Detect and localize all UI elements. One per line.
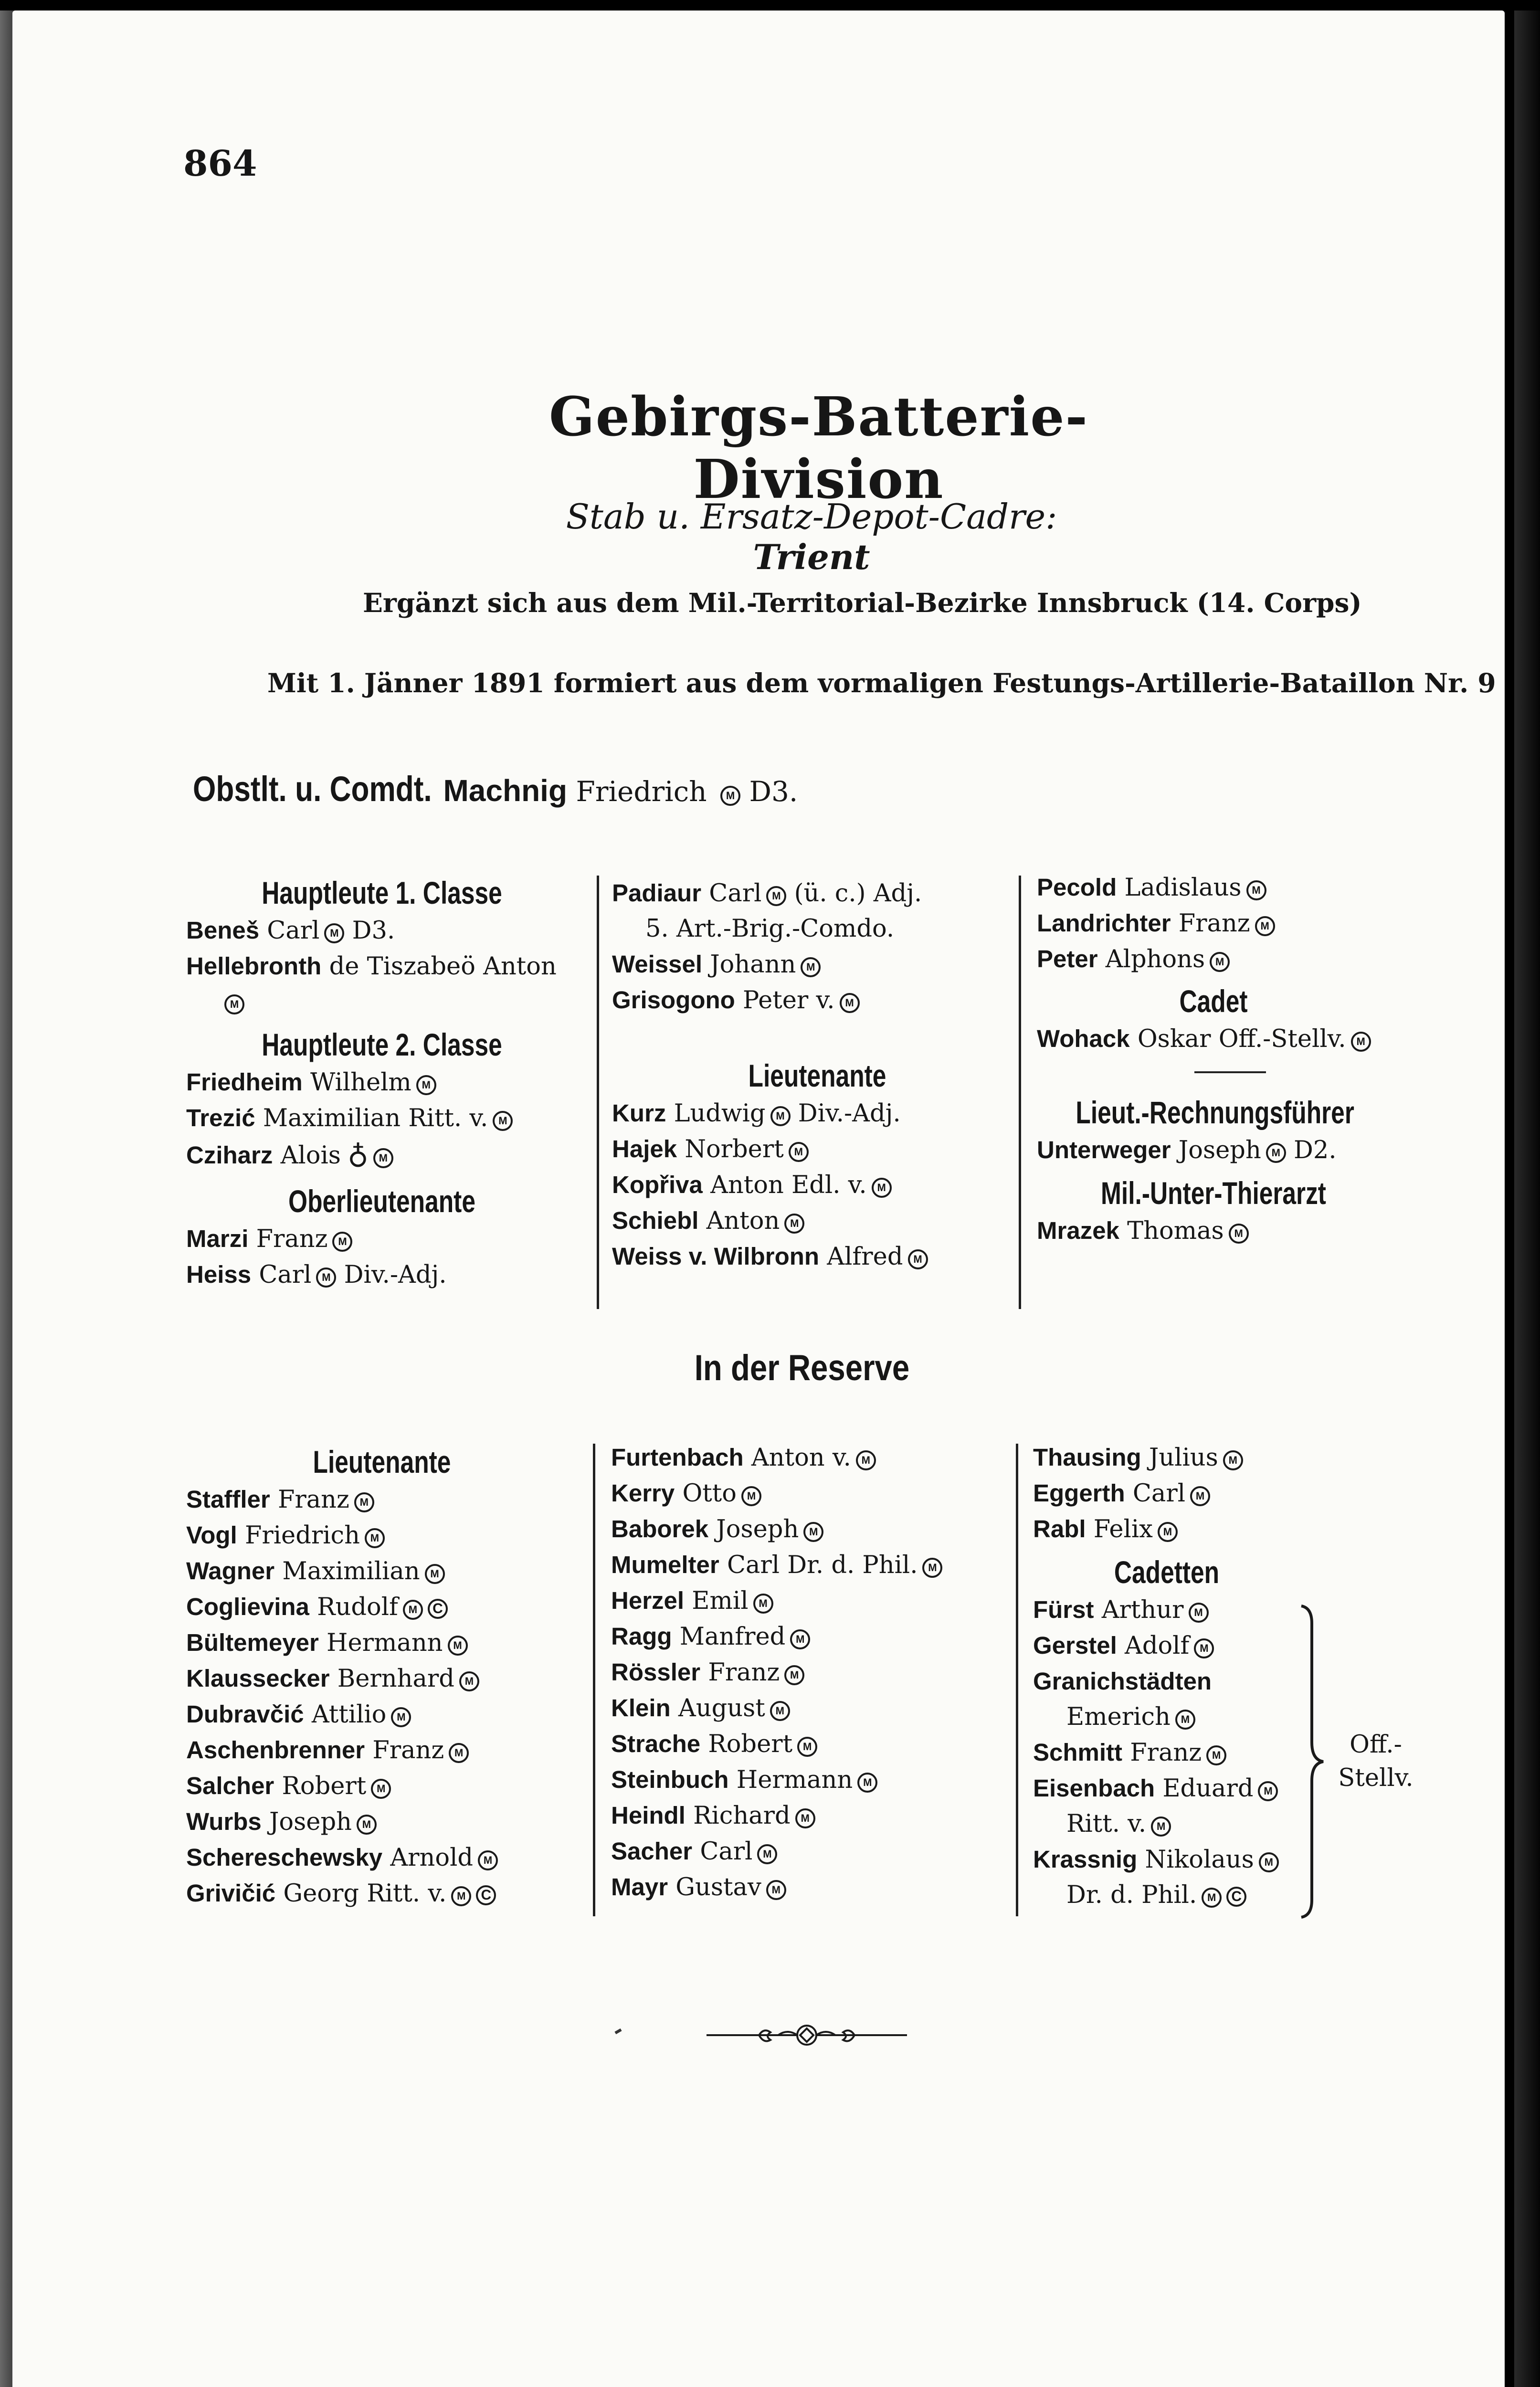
entry-surname: Unterweger — [1037, 1136, 1171, 1163]
commander-given: Friedrich — [576, 775, 707, 808]
entry-given-name: Carl — [267, 917, 320, 945]
military-merit-icon: M — [784, 1214, 804, 1234]
active-column-2 — [612, 876, 1023, 1275]
military-merit-icon: M — [1223, 1450, 1243, 1470]
entry-given-name: Richard — [693, 1802, 791, 1830]
entry-surname: Marzi — [186, 1225, 249, 1252]
list-item — [186, 1136, 578, 1173]
reserve-column-2 — [611, 1440, 1012, 1905]
entry-given-name: Franz — [277, 1486, 349, 1514]
list-col2-lt — [612, 1096, 1023, 1275]
entry-given-name: Alfred — [827, 1243, 903, 1271]
subtitle-place: Trient — [753, 537, 870, 577]
entry-given-name: Otto — [682, 1479, 737, 1508]
military-merit-icon: M — [1202, 1888, 1222, 1908]
military-merit-icon: M — [784, 1665, 804, 1685]
entry-surname: Dubravčić — [186, 1700, 304, 1728]
entry-surname: Grisogono — [612, 986, 735, 1014]
military-merit-icon: M — [795, 1808, 815, 1828]
entry-surname: Eisenbach — [1033, 1774, 1155, 1802]
list-item — [186, 1804, 578, 1840]
military-merit-icon: M — [872, 1178, 892, 1198]
entry-given-name: Bernhard — [337, 1665, 454, 1693]
list-item — [1033, 1511, 1300, 1547]
military-merit-icon: M — [857, 1773, 877, 1793]
list-item — [186, 1257, 578, 1293]
entry-given-name: Felix — [1093, 1515, 1153, 1543]
military-merit-icon: M — [332, 1232, 352, 1252]
entry-given-name: Franz — [1178, 909, 1250, 938]
list-item — [611, 1511, 1012, 1547]
list-reserve-2 — [611, 1440, 1012, 1905]
list-item — [186, 1482, 578, 1518]
military-merit-icon: M — [757, 1844, 777, 1864]
list-item — [612, 1131, 1023, 1167]
entry-surname: Fürst — [1033, 1596, 1094, 1623]
list-item — [611, 1869, 1012, 1905]
military-merit-icon: M — [478, 1850, 498, 1870]
brace-label-line: Off.- — [1350, 1731, 1402, 1759]
entry-surname: Klein — [611, 1694, 671, 1722]
entry-surname: Schiebl — [612, 1207, 699, 1234]
column-divider — [593, 1444, 595, 1916]
military-merit-icon: M — [770, 1701, 790, 1721]
entry-surname: Heindl — [611, 1802, 686, 1829]
entry-given-name: Manfred — [679, 1623, 786, 1651]
entry-given-name: Friedrich — [244, 1521, 360, 1550]
section-heading: Lieutenante — [748, 1058, 886, 1093]
list-item — [611, 1834, 1012, 1869]
military-merit-icon: M — [354, 1492, 374, 1512]
entry-given-name: Johann — [710, 951, 796, 979]
list-col3-rf — [1037, 1132, 1390, 1168]
formation-note: Mit 1. Jänner 1891 formiert aus dem vormaligen Festungs-Artillerie-Bataillon Nr. 9 — [267, 667, 1496, 698]
entry-given-name: Eduard — [1162, 1774, 1254, 1803]
entry-given-name: Ladislaus — [1124, 874, 1242, 902]
list-item — [186, 1661, 578, 1697]
entry-surname: Mrazek — [1037, 1217, 1119, 1244]
entry-surname: Wagner — [186, 1557, 275, 1584]
military-merit-icon: M — [908, 1249, 928, 1269]
list-item — [611, 1762, 1012, 1798]
military-merit-icon: M — [1246, 880, 1266, 900]
entry-surname: Kerry — [611, 1479, 675, 1507]
list-item — [1033, 1842, 1300, 1878]
entry-surname: Thausing — [1033, 1444, 1141, 1471]
entry-given-name: Carl — [1132, 1479, 1186, 1508]
list-item — [186, 913, 578, 949]
section-heading: Lieutenante — [313, 1444, 451, 1479]
list-item — [1033, 1476, 1300, 1511]
commander-line — [193, 769, 798, 809]
page-number: 864 — [183, 143, 257, 184]
section-heading: Hauptleute 2. Classe — [262, 1027, 502, 1062]
list-item — [612, 1203, 1023, 1239]
list-item — [1037, 1132, 1390, 1168]
list-h2 — [186, 1065, 578, 1173]
military-merit-icon: M — [720, 786, 740, 806]
military-merit-icon: M — [1206, 1745, 1226, 1765]
entry-surname: Grivičić — [186, 1880, 276, 1907]
entry-given-name: Anton v. — [751, 1444, 851, 1472]
entry-given-name: Wilhelm — [310, 1068, 411, 1097]
military-merit-icon: M — [1259, 1852, 1279, 1872]
military-merit-icon: M — [493, 1111, 513, 1131]
list-cadets — [1033, 1592, 1300, 1913]
separator-dash — [1194, 1071, 1266, 1073]
section-heading: Cadetten — [1114, 1554, 1220, 1590]
list-item — [1037, 870, 1390, 906]
list-reserve-1 — [186, 1482, 578, 1912]
entry-given-name: Maximilian Ritt. v. — [263, 1104, 488, 1132]
entry-given-name: Gustav — [675, 1873, 761, 1901]
military-merit-icon: M — [425, 1564, 445, 1584]
list-item — [612, 1239, 1023, 1275]
entry-surname: Mayr — [611, 1873, 668, 1901]
entry-continuation: Emerich — [1066, 1703, 1171, 1731]
entry-given-name: Emil — [692, 1587, 749, 1615]
subtitle — [506, 496, 1117, 577]
military-merit-icon: M — [416, 1075, 436, 1095]
entry-surname: Friedheim — [186, 1068, 303, 1096]
subtitle-prefix: Stab u. Ersatz-Depot-Cadre: — [566, 496, 1057, 537]
active-column-3 — [1037, 870, 1390, 1249]
territorial-note: Ergänzt sich aus dem Mil.-Territorial-Bezirke Innsbruck (14. Corps) — [363, 587, 1362, 618]
list-item — [611, 1690, 1012, 1726]
list-item — [1037, 1213, 1390, 1249]
military-merit-icon: M — [224, 994, 244, 1014]
entry-surname: Wurbs — [186, 1808, 262, 1835]
entry-given-name: Joseph — [716, 1515, 799, 1543]
military-merit-icon: M — [1151, 1817, 1171, 1837]
entry-surname: Ragg — [611, 1623, 672, 1650]
entry-given-name: Ludwig — [674, 1099, 766, 1128]
curly-brace — [1297, 1604, 1326, 1919]
military-merit-icon: M — [922, 1558, 942, 1578]
military-merit-icon: M — [1351, 1032, 1371, 1052]
list-item — [186, 1732, 578, 1768]
entry-given-name: Arnold — [390, 1844, 474, 1872]
entry-given-name: Adolf — [1124, 1632, 1190, 1660]
list-item — [1033, 1735, 1300, 1771]
active-column-1 — [186, 873, 578, 1293]
entry-given-name: Franz — [256, 1225, 328, 1253]
list-item — [1037, 906, 1390, 941]
entry-surname: Eggerth — [1033, 1479, 1125, 1507]
list-h1 — [186, 913, 578, 1020]
list-item — [186, 1625, 578, 1661]
entry-surname: Weiss v. Wilbronn — [612, 1243, 820, 1270]
military-merit-icon: M — [403, 1600, 423, 1620]
list-item — [612, 1167, 1023, 1203]
entry-given-name: Maximilian — [282, 1557, 420, 1585]
military-merit-icon: M — [790, 1629, 810, 1649]
list-item — [1037, 941, 1390, 977]
entry-given-name: Arthur — [1101, 1596, 1184, 1624]
cross-mark-icon: C — [476, 1885, 496, 1905]
list-col3 — [1037, 870, 1390, 977]
military-merit-icon: M — [448, 1636, 468, 1656]
entry-given-name: Nikolaus — [1145, 1846, 1254, 1874]
commander-rank: Obstlt. u. Comdt. — [193, 769, 432, 809]
list-item — [612, 947, 1023, 982]
list-item — [612, 982, 1023, 1018]
list-item — [611, 1655, 1012, 1690]
entry-given-name: Rudolf — [317, 1593, 398, 1621]
military-merit-icon: M — [1255, 916, 1275, 936]
list-item — [186, 1589, 578, 1625]
list-item — [611, 1476, 1012, 1511]
list-item — [611, 1547, 1012, 1583]
section-heading: Oberlieutenante — [288, 1183, 475, 1219]
list-item — [1033, 1628, 1300, 1664]
entry-surname: Schmitt — [1033, 1739, 1123, 1766]
brace-label — [1328, 1728, 1424, 1795]
column-divider — [1019, 876, 1021, 1309]
list-col2 — [612, 876, 1023, 1018]
military-merit-icon: M — [770, 1106, 791, 1126]
ink-speck — [614, 2028, 622, 2034]
list-item — [1033, 1771, 1300, 1806]
entry-surname: Gerstel — [1033, 1632, 1117, 1659]
entry-surname: Hajek — [612, 1135, 677, 1162]
entry-given-name: de Tiszabeö Anton — [329, 952, 557, 981]
list-col3-cadet — [1037, 1021, 1390, 1057]
ornament-divider — [707, 2018, 907, 2052]
military-merit-icon: M — [1175, 1710, 1195, 1730]
entry-given-name: Attilio — [311, 1700, 387, 1729]
military-merit-icon: M — [803, 1522, 823, 1542]
list-item — [186, 1553, 578, 1589]
military-merit-icon: M — [766, 886, 786, 906]
military-merit-icon: M — [1190, 1486, 1210, 1506]
entry-surname: Pecold — [1037, 874, 1117, 901]
entry-given-name: Thomas — [1127, 1217, 1224, 1245]
list-item — [612, 1096, 1023, 1131]
military-merit-icon: M — [391, 1707, 411, 1727]
military-merit-icon: M — [371, 1779, 391, 1799]
entry-given-name: Hermann — [327, 1629, 443, 1657]
list-item — [186, 949, 578, 984]
entry-given-name: Carl Dr. d. Phil. — [727, 1551, 918, 1579]
column-divider — [597, 876, 599, 1309]
column-divider — [1016, 1444, 1018, 1916]
entry-surname: Kopřiva — [612, 1171, 703, 1198]
reserve-heading: In der Reserve — [694, 1348, 910, 1388]
entry-surname: Herzel — [611, 1587, 685, 1614]
entry-given-name: Joseph — [1178, 1136, 1261, 1164]
list-item — [1033, 1700, 1300, 1735]
entry-continuation: 5. Art.-Brig.-Comdo. — [645, 915, 895, 943]
entry-surname: Aschenbrenner — [186, 1736, 365, 1764]
military-merit-icon: M — [1189, 1603, 1209, 1623]
section-heading: Cadet — [1179, 983, 1248, 1019]
list-item — [1033, 1664, 1300, 1700]
list-reserve-3 — [1033, 1440, 1300, 1547]
cross-mark-icon: C — [428, 1599, 448, 1619]
entry-surname: Weissel — [612, 951, 703, 978]
list-item — [186, 1840, 578, 1876]
entry-given-name: Oskar Off.-Stellv. — [1137, 1025, 1346, 1053]
entry-given-name: Norbert — [685, 1135, 784, 1163]
list-item — [612, 876, 1023, 911]
military-merit-icon: M — [1210, 952, 1230, 972]
section-heading: Hauptleute 1. Classe — [262, 875, 502, 910]
list-item — [611, 1583, 1012, 1619]
military-merit-icon: M — [840, 993, 860, 1013]
entry-suffix: (ü. c.) Adj. — [794, 879, 922, 908]
military-merit-icon: M — [801, 957, 821, 977]
entry-given-name: Joseph — [269, 1808, 352, 1836]
entry-suffix: Div.-Adj. — [344, 1261, 447, 1289]
list-item — [611, 1726, 1012, 1762]
list-col3-vet — [1037, 1213, 1390, 1249]
decoration-cross-icon: ♁ — [347, 1137, 369, 1171]
entry-surname: Vogl — [186, 1521, 237, 1549]
entry-continuation — [186, 984, 578, 1020]
entry-surname: Salcher — [186, 1772, 274, 1799]
entry-given-name: Anton Edl. v. — [710, 1171, 867, 1199]
entry-given-name: Carl — [259, 1261, 312, 1289]
military-merit-icon: M — [1266, 1143, 1286, 1163]
entry-continuation: Ritt. v. — [1066, 1810, 1147, 1838]
entry-surname: Klaussecker — [186, 1665, 330, 1692]
military-merit-icon: M — [856, 1450, 876, 1470]
entry-suffix: D3. — [352, 917, 395, 945]
entry-surname: Granichstädten — [1033, 1668, 1212, 1695]
military-merit-icon: M — [797, 1737, 817, 1757]
entry-surname: Coglievina — [186, 1593, 309, 1620]
military-merit-icon: M — [753, 1594, 773, 1614]
reserve-column-1 — [186, 1442, 578, 1912]
page-title: Gebirgs-Batterie-Division — [549, 386, 1088, 511]
entry-given-name: Franz — [708, 1658, 780, 1687]
military-merit-icon: M — [449, 1743, 469, 1763]
list-item — [186, 1876, 578, 1912]
entry-given-name: Robert — [282, 1772, 367, 1800]
military-merit-icon: M — [1258, 1781, 1278, 1801]
entry-surname: Steinbuch — [611, 1766, 729, 1793]
list-item — [1033, 1440, 1300, 1476]
entry-given-name: Georg Ritt. v. — [283, 1880, 447, 1908]
entry-surname: Bültemeyer — [186, 1629, 319, 1656]
military-merit-icon: M — [316, 1267, 336, 1288]
entry-surname: Heiss — [186, 1261, 252, 1288]
entry-given-name: Alphons — [1105, 945, 1205, 973]
entry-surname: Furtenbach — [611, 1444, 744, 1471]
list-item — [186, 1065, 578, 1100]
entry-given-name: Peter v. — [743, 986, 835, 1014]
entry-surname: Sacher — [611, 1838, 693, 1865]
military-merit-icon: M — [459, 1671, 479, 1691]
military-merit-icon: M — [741, 1486, 761, 1506]
entry-surname: Landrichter — [1037, 909, 1171, 937]
entry-surname: Krassnig — [1033, 1846, 1138, 1873]
entry-surname: Padiaur — [612, 879, 702, 907]
reserve-column-3 — [1033, 1440, 1300, 1913]
list-item — [611, 1440, 1012, 1476]
entry-given-name: Anton — [706, 1207, 780, 1235]
military-merit-icon: M — [451, 1886, 471, 1906]
list-item — [1033, 1878, 1300, 1913]
entry-surname: Kurz — [612, 1099, 666, 1127]
entry-surname: Trezić — [186, 1104, 255, 1131]
military-merit-icon: M — [324, 923, 344, 943]
military-merit-icon: M — [357, 1815, 377, 1835]
entry-surname: Beneš — [186, 917, 260, 944]
entry-continuation: Dr. d. Phil. — [1066, 1881, 1197, 1909]
entry-surname: Schereschewsky — [186, 1844, 383, 1871]
military-merit-icon: M — [1229, 1224, 1249, 1244]
list-item — [611, 1619, 1012, 1655]
list-item — [1037, 1021, 1390, 1057]
list-item — [1033, 1592, 1300, 1628]
entry-surname: Strache — [611, 1730, 701, 1757]
entry-surname: Staffler — [186, 1486, 270, 1513]
entry-given-name: Franz — [1130, 1739, 1202, 1767]
military-merit-icon: M — [373, 1148, 393, 1168]
entry-surname: Rössler — [611, 1658, 701, 1686]
cross-mark-icon: C — [1226, 1887, 1246, 1907]
section-heading: Mil.-Unter-Thierarzt — [1101, 1175, 1326, 1211]
entry-given-name: Robert — [708, 1730, 793, 1758]
list-item — [186, 1768, 578, 1804]
entry-given-name: Alois — [280, 1141, 341, 1170]
entry-given-name: Carl — [709, 879, 762, 908]
list-item — [1033, 1806, 1300, 1842]
entry-given-name: Carl — [700, 1838, 753, 1866]
commander-suffix: D3. — [749, 775, 798, 808]
entry-surname: Wohack — [1037, 1025, 1130, 1052]
entry-given-name: Franz — [372, 1736, 444, 1764]
entry-surname: Hellebronth — [186, 952, 322, 980]
entry-surname: Cziharz — [186, 1141, 273, 1169]
military-merit-icon: M — [1194, 1638, 1214, 1658]
military-merit-icon: M — [1158, 1522, 1178, 1542]
scan-edge-right — [1514, 11, 1540, 2387]
list-item — [611, 1798, 1012, 1834]
entry-given-name: August — [678, 1694, 765, 1722]
list-item — [186, 1518, 578, 1553]
military-merit-icon: M — [789, 1142, 809, 1162]
brace-label-line: Stellv. — [1338, 1764, 1413, 1792]
section-heading: Lieut.-Rechnungsführer — [1076, 1095, 1354, 1130]
entry-surname: Mumelter — [611, 1551, 719, 1578]
military-merit-icon: M — [766, 1880, 786, 1900]
entry-surname: Peter — [1037, 945, 1098, 972]
list-item — [186, 1100, 578, 1136]
list-item — [612, 911, 1023, 947]
entry-surname: Rabl — [1033, 1515, 1086, 1542]
entry-suffix: Div.-Adj. — [798, 1099, 901, 1128]
entry-surname: Baborek — [611, 1515, 709, 1542]
entry-given-name: Julius — [1149, 1444, 1218, 1472]
military-merit-icon: M — [365, 1528, 385, 1548]
entry-suffix: D2. — [1294, 1136, 1337, 1164]
list-h3 — [186, 1221, 578, 1293]
list-item — [186, 1221, 578, 1257]
entry-given-name: Hermann — [736, 1766, 853, 1794]
commander-surname: Machnig — [443, 773, 568, 808]
list-item — [186, 1697, 578, 1732]
